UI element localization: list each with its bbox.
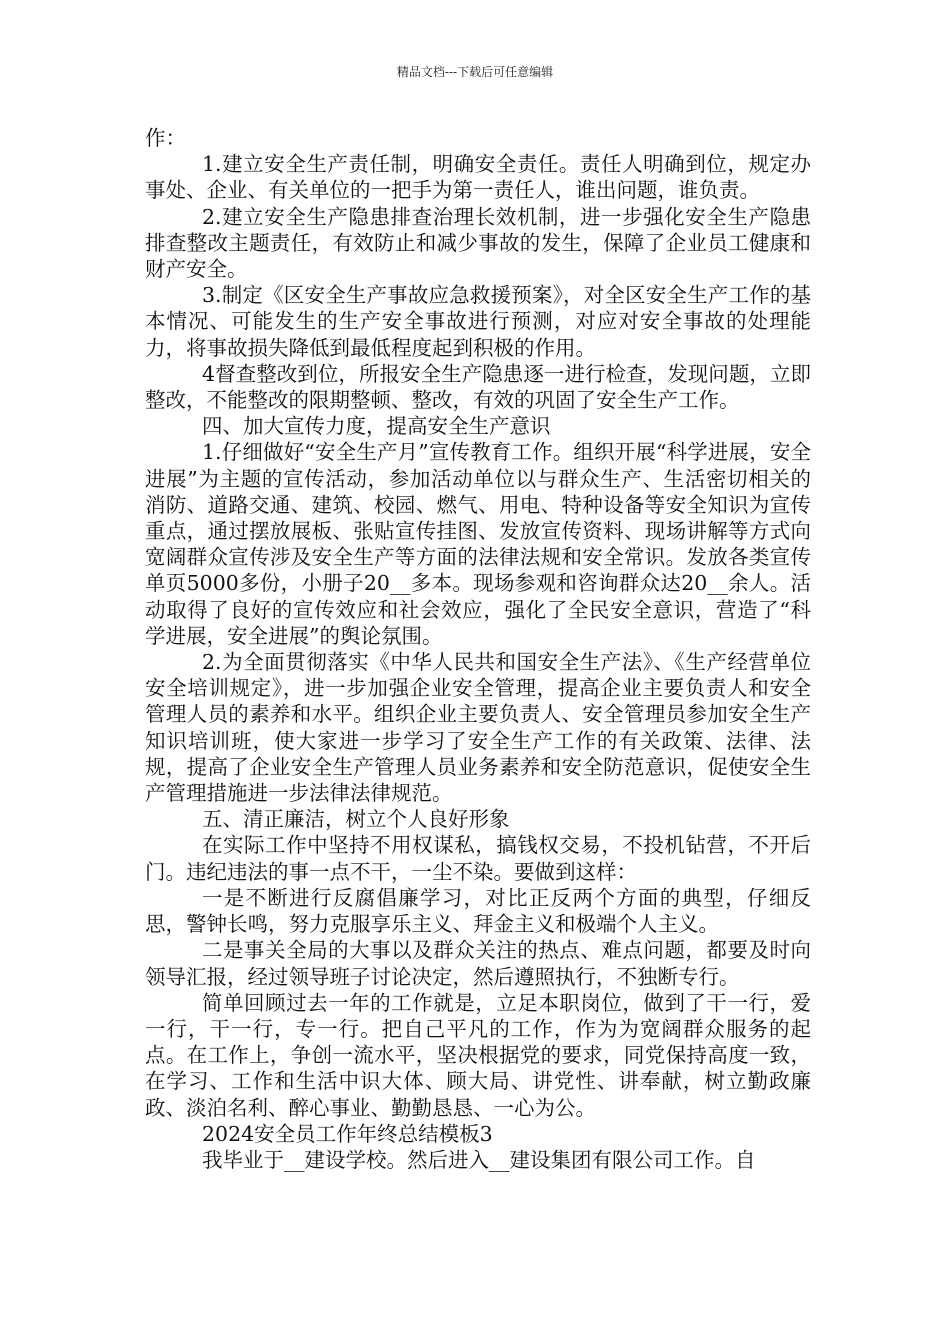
paragraph: 2.为全面贯彻落实《中华人民共和国安全生产法》、《生产经营单位安全培训规定》，进一步加强企业安全管理，提高企业主要负责人和安全管理人员的素养和水平。组织企业主要负责人、安全管理员参加安全生产知识培训班，使大家进一步学习了安全生产工作的有关政策、法律、法规，提高了企业安全生产管理人员业务素养和安全防范意识，促使安全生产管理措施进一步法律法律规范。 <box>145 650 811 806</box>
paragraph: 1.建立安全生产责任制，明确安全责任。责任人明确到位，规定办事处、企业、有关单位的一把手为第一责任人，谁出问题，谁负责。 <box>145 152 811 203</box>
document-body <box>145 125 811 1173</box>
paragraph: 作： <box>145 126 186 150</box>
document-title: 2024安全员工作年终总结模板3 <box>202 1121 493 1146</box>
paragraph: 简单回顾过去一年的工作就是，立足本职岗位，做到了干一行，爱一行，干一行，专一行。把自己平凡的工作，作为为宽阔群众服务的起点。在工作上，争创一流水平，坚决根据党的要求，同党保持高度一致，在学习、工作和生活中识大体、顾大局、讲党性、讲奉献，树立勤政廉政、淡泊名利、醉心事业、勤勤恳恳、一心为公。 <box>145 990 811 1120</box>
paragraph: 4督查整改到位，所报安全生产隐患逐一进行检查，发现问题，立即整改，不能整改的限期整顿、整改，有效的巩固了安全生产工作。 <box>145 361 811 413</box>
section-heading: 四、加大宣传力度，提高安全生产意识 <box>202 414 551 439</box>
paragraph: 3.制定《区安全生产事故应急救援预案》，对全区安全生产工作的基本情况、可能发生的生产安全事故进行预测，对应对安全事故的处理能力，将事故损失降低到最低程度起到积极的作用。 <box>145 283 811 360</box>
section-heading: 五、清正廉洁，树立个人良好形象 <box>202 807 510 832</box>
paragraph: 二是事关全局的大事以及群众关注的热点、难点问题，都要及时向领导汇报，经过领导班子讨论决定，然后遵照执行，不独断专行。 <box>145 938 811 989</box>
paragraph: 2.建立安全生产隐患排查治理长效机制，进一步强化安全生产隐患排查整改主题责任，有效防止和减少事故的发生，保障了企业员工健康和财产安全。 <box>145 204 811 282</box>
paragraph: 在实际工作中坚持不用权谋私，搞钱权交易，不投机钻营，不开后门。违纪违法的事一点不干，一尘不染。要做到这样： <box>145 833 811 884</box>
paragraph: 我毕业于__建设学校。然后进入__建设集团有限公司工作。自 <box>202 1147 756 1172</box>
page-header: 精品文档---下载后可任意编辑 <box>396 65 554 79</box>
paragraph: 一是不断进行反腐倡廉学习，对比正反两个方面的典型，仔细反思，警钟长鸣，努力克服享乐主义、拜金主义和极端个人主义。 <box>145 885 811 937</box>
paragraph: 1.仔细做好“安全生产月”宣传教育工作。组织开展“科学进展，安全进展”为主题的宣传活动，参加活动单位以与群众生产、生活密切相关的消防、道路交通、建筑、校园、燃气、用电、特种设备等安全知识为宣传重点，通过摆放展板、张贴宣传挂图、发放宣传资料、现场讲解等方式向宽阔群众宣传涉及安全生产等方面的法律法规和安全常识。发放各类宣传单页5000多份，小册子20__多本。现场参观和咨询群众达20__余人。活动取得了良好的宣传效应和社会效应，强化了全民安全意识，营造了“科学进展，安全进展”的舆论氛围。 <box>145 440 811 648</box>
